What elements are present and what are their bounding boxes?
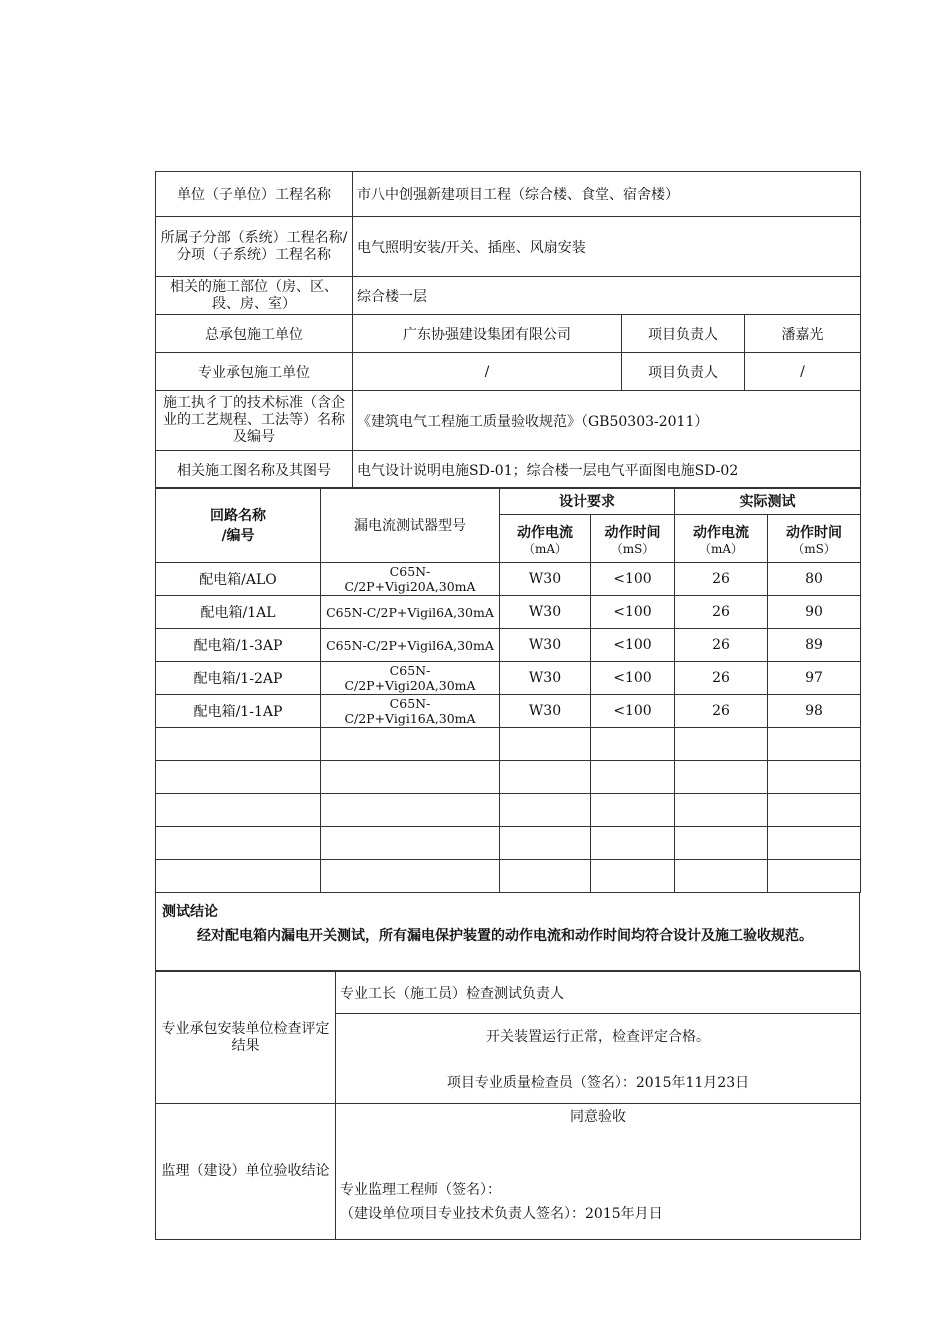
actual-time-cell: 97 [768,662,861,695]
design-time-label: 动作时间 [604,524,661,541]
actual-time-label: 动作时间 [786,524,842,541]
special-manager-value: / [745,353,861,391]
actual-time-header [768,515,861,563]
design-current-cell: W30 [500,596,591,629]
actual-current-unit: （mA） [698,541,744,556]
empty-cell [675,761,768,794]
table-row [156,695,861,728]
design-current-cell: W30 [500,629,591,662]
empty-cell [768,860,861,893]
supervisor-cell [336,1104,861,1240]
circuit-cell: 配电箱/1-3AP [156,629,321,662]
contractor-responsible: 专业工长（施工员）检查测试负责人 [336,972,861,1014]
design-time-header [591,515,675,563]
table-row [156,563,861,596]
supervisor-engineer: 专业监理工程师（签名）： [340,1182,501,1198]
empty-cell [156,728,321,761]
design-time-cell: <100 [591,629,675,662]
circuit-header-line1: 回路名称 [210,508,266,524]
location-label: 相关的施工部位（房、区、段、房、室） [156,277,353,315]
empty-cell [675,860,768,893]
special-manager-label: 项目负责人 [622,353,745,391]
empty-cell [591,794,675,827]
circuit-cell: 配电箱/1-2AP [156,662,321,695]
design-time-cell: <100 [591,563,675,596]
empty-cell [768,794,861,827]
conclusion-text: 经对配电箱内漏电开关测试，所有漏电保护装置的动作电流和动作时间均符合设计及施工验收规范。 [197,928,813,944]
actual-time-cell: 89 [768,629,861,662]
empty-row [156,794,861,827]
empty-cell [156,794,321,827]
empty-cell [675,728,768,761]
empty-cell [321,728,500,761]
actual-time-unit: （mS） [792,541,836,556]
actual-header: 实际测试 [675,488,861,515]
empty-cell [768,827,861,860]
empty-row [156,827,861,860]
empty-cell [675,794,768,827]
design-time-cell: <100 [591,695,675,728]
empty-cell [321,794,500,827]
actual-time-cell: 98 [768,695,861,728]
actual-time-cell: 80 [768,563,861,596]
empty-cell [675,827,768,860]
test-table [155,487,861,893]
empty-row [156,728,861,761]
division-label: 所属子分部（系统）工程名称/分项（子系统）工程名称 [156,217,353,277]
table-row [156,662,861,695]
empty-cell [156,761,321,794]
actual-current-cell: 26 [675,563,768,596]
drawing-value: 电气设计说明电施SD-01；综合楼一层电气平面图电施SD-02 [353,451,861,489]
contractor-result-cell [336,1014,861,1104]
project-name-label: 单位（子单位）工程名称 [156,172,353,217]
empty-cell [500,728,591,761]
location-value: 综合楼一层 [353,277,861,315]
design-time-unit: （mS） [610,541,655,556]
design-time-cell: <100 [591,662,675,695]
contractor-result: 开关装置运行正常，检查评定合格。 [486,1028,710,1045]
tester-cell: C65N-C/2P+Vigi20A,30mA [321,662,500,695]
signoff-table [155,971,861,1240]
general-manager-label: 项目负责人 [622,315,745,353]
conclusion-section [155,892,860,971]
empty-cell [768,728,861,761]
empty-cell [156,860,321,893]
design-time-cell: <100 [591,596,675,629]
special-contractor-value: / [353,353,622,391]
owner-signature: （建设单位项目专业技术负责人签名）：2015年月日 [340,1206,663,1222]
general-contractor-value: 广东协强建设集团有限公司 [353,315,622,353]
division-value: 电气照明安装/开关、插座、风扇安装 [353,217,861,277]
design-current-header [500,515,591,563]
empty-cell [500,860,591,893]
design-current-label: 动作电流 [517,524,573,541]
special-contractor-label: 专业承包施工单位 [156,353,353,391]
design-header: 设计要求 [500,488,675,515]
general-manager-value: 潘嘉光 [745,315,861,353]
general-contractor-label: 总承包施工单位 [156,315,353,353]
table-row [156,596,861,629]
design-current-cell: W30 [500,695,591,728]
tester-header: 漏电流测试器型号 [321,488,500,563]
tester-cell: C65N-C/2P+Vigi20A,30mA [321,563,500,596]
actual-current-header [675,515,768,563]
empty-cell [591,728,675,761]
supervisor-label: 监理（建设）单位验收结论 [156,1104,336,1240]
empty-row [156,860,861,893]
empty-cell [156,827,321,860]
tester-cell: C65N-C/2P+Vigil6A,30mA [321,596,500,629]
empty-cell [591,761,675,794]
empty-cell [500,794,591,827]
actual-current-cell: 26 [675,629,768,662]
empty-cell [321,827,500,860]
conclusion-title: 测试结论 [162,904,218,920]
contractor-check-label: 专业承包安装单位检查评定结果 [156,972,336,1104]
empty-cell [768,761,861,794]
quality-inspector: 项目专业质量检查员（签名）：2015年11月23日 [446,1074,750,1091]
circuit-header [156,488,321,563]
supervisor-agree: 同意验收 [570,1109,626,1125]
empty-cell [321,761,500,794]
empty-cell [591,860,675,893]
project-name-value: 市八中创强新建项目工程（综合楼、食堂、宿舍楼） [353,172,861,217]
empty-cell [500,827,591,860]
circuit-cell: 配电箱/1-1AP [156,695,321,728]
circuit-cell: 配电箱/1AL [156,596,321,629]
standard-value: 《建筑电气工程施工质量验收规范》（GB50303-2011） [353,391,861,451]
tester-cell: C65N-C/2P+Vigi16A,30mA [321,695,500,728]
actual-current-cell: 26 [675,695,768,728]
empty-cell [321,860,500,893]
actual-current-label: 动作电流 [693,524,749,541]
info-table [155,171,861,489]
empty-cell [500,761,591,794]
design-current-cell: W30 [500,563,591,596]
design-current-cell: W30 [500,662,591,695]
design-current-unit: （mA） [522,541,568,556]
circuit-header-line2: /编号 [221,528,255,544]
actual-time-cell: 90 [768,596,861,629]
drawing-label: 相关施工图名称及其图号 [156,451,353,489]
empty-row [156,761,861,794]
tester-cell: C65N-C/2P+Vigil6A,30mA [321,629,500,662]
standard-label: 施工执彳丁的技术标准（含企业的工艺规程、工法等）名称及编号 [156,391,353,451]
table-row [156,629,861,662]
actual-current-cell: 26 [675,662,768,695]
empty-cell [591,827,675,860]
actual-current-cell: 26 [675,596,768,629]
circuit-cell: 配电箱/ALO [156,563,321,596]
